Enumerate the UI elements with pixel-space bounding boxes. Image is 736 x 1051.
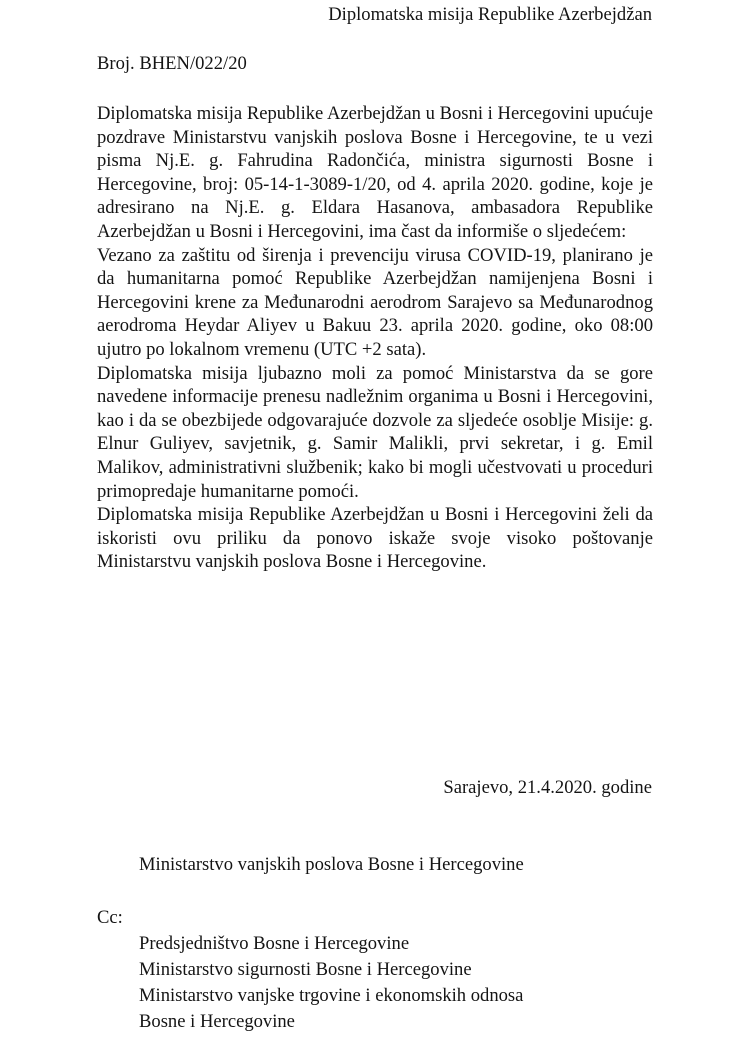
cc-recipient-item: Bosne i Hercegovine xyxy=(139,1011,295,1032)
cc-label: Cc: xyxy=(97,907,123,928)
mission-header: Diplomatska misija Republike Azerbejdžan xyxy=(328,4,652,25)
body-paragraph-aid-flight: Vezano za zaštitu od širenja i prevenciju virusa COVID-19, planirano je da humanitarna pomoć Republike Azerbejdžan namijenjena Bosni i Hercegovini krene za Međunarodni aerodrom Sarajevo sa Međunarodnog aerodroma Heydar Aliyev u Bakuu 23. aprila 2020. godine, oko 08:00 ujutro po lokalnom vremenu (UTC +2 sata). xyxy=(97,244,653,360)
cc-recipient-list xyxy=(139,931,523,1035)
body-paragraph-greeting: Diplomatska misija Republike Azerbejdžan u Bosni i Hercegovini upućuje pozdrave Ministarstvu vanjskih poslova Bosne i Hercegovine, te u vezi pisma Nj.E. g. Fahrudina Radončića, ministra sigurnosti Bosne i Hercegovine, broj: 05-14-1-3089-1/20, od 4. aprila 2020. godine, koje je adresirano na Nj.E. g. Eldara Hasanova, ambasadora Republike Azerbejdžan u Bosni i Hercegovini, ima čast da informiše o sljedećem: xyxy=(97,103,653,242)
recipient-ministry: Ministarstvo vanjskih poslova Bosne i Hercegovine xyxy=(139,854,524,875)
cc-recipient-item: Ministarstvo vanjske trgovine i ekonomskih odnosa xyxy=(139,985,524,1006)
place-date: Sarajevo, 21.4.2020. godine xyxy=(443,777,652,798)
reference-number: Broj. BHEN/022/20 xyxy=(97,53,247,74)
cc-recipient-item: Predsjedništvo Bosne i Hercegovine xyxy=(139,933,410,954)
body-paragraph-closing: Diplomatska misija Republike Azerbejdžan u Bosni i Hercegovini želi da iskoristi ovu priliku da ponovo iskaže svoje visoko poštovanje Ministarstvu vanjskih poslova Bosne i Hercegovine. xyxy=(97,504,653,573)
note-body xyxy=(97,102,653,574)
body-paragraph-request: Diplomatska misija ljubazno moli za pomoć Ministarstva da se gore navedene informacije prenesu nadležnim organima u Bosni i Hercegovini, kao i da se obezbijede odgovarajuće dozvole za sljedeće osoblje Misije: g. Elnur Guliyev, savjetnik, g. Samir Malikli, prvi sekretar, i g. Emil Malikov, administrativni službenik; kako bi mogli učestvovati u proceduri primopredaje humanitarne pomoći. xyxy=(97,362,653,502)
cc-recipient-item: Ministarstvo sigurnosti Bosne i Hercegovine xyxy=(139,959,472,980)
